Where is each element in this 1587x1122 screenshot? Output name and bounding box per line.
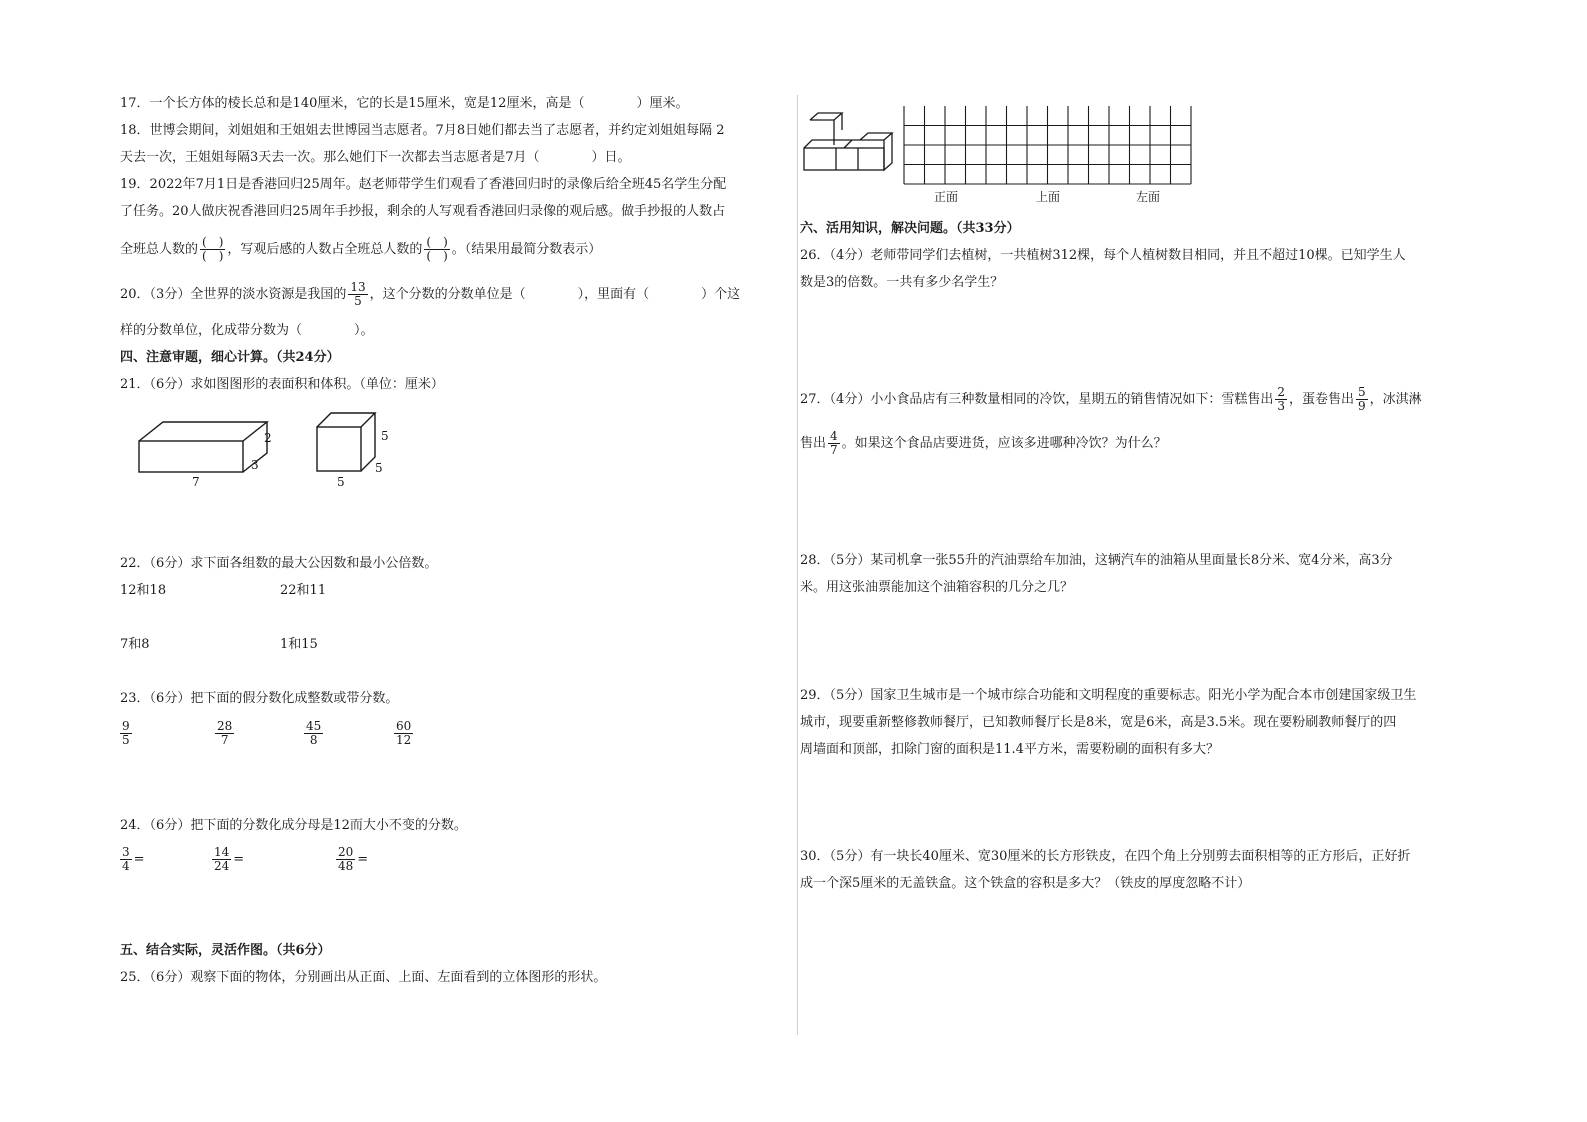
figure-21-solids	[130, 410, 400, 490]
grid-label-top: 上面	[1036, 190, 1061, 204]
q22-pair-2: 22和11	[280, 583, 327, 598]
q27-fraction-1: $\frac{2}{3}$	[1277, 385, 1285, 413]
q22-pair-4: 1和15	[280, 637, 318, 652]
question-21: 21．（6分）求如图图形的表面积和体积。（单位：厘米）	[120, 377, 444, 392]
question-28-line2: 米。用这张油票能加这个油箱容积的几分之几？	[800, 580, 1074, 595]
question-26-line1: 26．（4分）老师带同学们去植树，一共植树312棵，每个人植树数目相同，并且不超过10棵。已知学生人	[800, 248, 1406, 263]
question-23: 23．（6分）把下面的假分数化成整数或带分数。	[120, 691, 399, 706]
q19-blank-fraction-2[interactable]: $\frac{( )}{( )}$	[426, 235, 448, 263]
q24-fraction-2: $\frac{14}{24}$ =	[214, 845, 245, 873]
q27-fraction-3: $\frac{4}{7}$	[830, 429, 838, 457]
cube-depth-label: 5	[375, 461, 383, 475]
cube-width-label: 5	[337, 475, 345, 489]
q19-text-a: 全班总人数的	[120, 242, 199, 257]
grid-label-front: 正面	[934, 190, 959, 204]
section-5-heading: 五、结合实际，灵活作图。（共6分）	[120, 943, 331, 958]
question-20-line2: 样的分数单位，化成带分数为（ ）。	[120, 323, 374, 338]
cuboid-width-label: 3	[251, 458, 259, 472]
q23-fraction-3: $\frac{45}{8}$	[306, 719, 322, 747]
q24-fraction-3: $\frac{20}{48}$ =	[338, 845, 369, 873]
q19-text-b: ，写观后感的人数占全班总人数的	[227, 242, 423, 257]
q19-blank-fraction-1[interactable]: $\frac{( )}{( )}$	[202, 235, 224, 263]
question-30-line1: 30．（5分）有一块长40厘米、宽30厘米的长方形铁皮，在四个角上分别剪去面积相等的正方形后，正好折	[800, 849, 1411, 864]
question-18-line2: 天去一次，王姐姐每隔3天去一次。那么她们下一次都去当志愿者是7月（ ）日。	[120, 150, 631, 165]
q23-fraction-2: $\frac{28}{7}$	[217, 719, 233, 747]
question-29-line1: 29．（5分）国家卫生城市是一个城市综合功能和文明程度的重要标志。阳光小学为配合本市创建国家级卫生	[800, 688, 1417, 703]
question-27-line1: 27．（4分）小小食品店有三种数量相同的冷饮，星期五的销售情况如下：雪糕售出 $\frac{2}{3}$ ，蛋卷售出 $\frac{5}{9}$ ，冰淇淋	[800, 385, 1422, 413]
drawing-grid	[904, 106, 1191, 184]
question-17: 17．一个长方体的棱长总和是140厘米，它的长是15厘米，宽是12厘米，高是（ ）厘米。	[120, 96, 689, 111]
question-25: 25．（6分）观察下面的物体，分别画出从正面、上面、左面看到的立体图形的形状。	[120, 970, 607, 985]
q22-pair-1: 12和18	[120, 583, 167, 598]
question-29-line3: 周墙面和顶部，扣除门窗的面积是11.4平方米，需要粉刷的面积有多大？	[800, 742, 1219, 757]
cube-figure	[317, 413, 375, 471]
q23-fraction-4: $\frac{60}{12}$	[396, 719, 412, 747]
question-26-line2: 数是3的倍数。一共有多少名学生？	[800, 275, 1004, 290]
q27-fraction-2: $\frac{5}{9}$	[1357, 385, 1366, 413]
q22-pair-3: 7和8	[120, 637, 150, 652]
q23-fraction-1: $\frac{9}{5}$	[122, 719, 130, 747]
question-18-line1: 18．世博会期间，刘姐姐和王姐姐去世博园当志愿者。7月8日她们都去当了志愿者，并约定刘姐姐每隔 2	[120, 123, 725, 138]
cuboid-figure	[139, 422, 267, 472]
figure-25-views	[800, 100, 1200, 208]
q20-fraction: $\frac{13}{5}$	[350, 280, 366, 308]
question-24: 24．（6分）把下面的分数化成分母是12而大小不变的分数。	[120, 818, 467, 833]
question-30-line2: 成一个深5厘米的无盖铁盒。这个铁盒的容积是多大？（铁皮的厚度忽略不计）	[800, 876, 1251, 891]
question-22: 22．（6分）求下面各组数的最大公因数和最小公倍数。	[120, 556, 438, 571]
cuboid-height-label: 2	[264, 431, 272, 445]
question-27-line2: 售出 $\frac{4}{7}$ 。如果这个食品店要进货，应该多进哪种冷饮？为什么？	[800, 429, 1167, 457]
question-20-line1: 20．（3分）全世界的淡水资源是我国的 $\frac{13}{5}$ ，这个分数的分数单位是（ ），里面有（ ）个这	[120, 280, 741, 308]
grid-label-left: 左面	[1136, 190, 1161, 204]
q19-text-c: 。（结果用最简分数表示）	[451, 242, 602, 257]
question-19-line3	[120, 232, 601, 268]
question-29-line2: 城市，现要重新整修教师餐厅，已知教师餐厅长是8米，宽是6米，高是3.5米。现在要粉刷教师餐厅的四	[800, 715, 1397, 730]
question-28-line1: 28．（5分）某司机拿一张55升的汽油票给车加油，这辆汽车的油箱从里面量长8分米、宽4分米，高3分	[800, 553, 1393, 568]
column-divider	[797, 95, 798, 1035]
q24-fraction-1: $\frac{3}{4}$ =	[122, 845, 145, 873]
cuboid-length-label: 7	[192, 475, 200, 489]
section-6-heading: 六、活用知识，解决问题。（共33分）	[800, 221, 1020, 236]
question-19-line2: 了任务。20人做庆祝香港回归25周年手抄报，剩余的人写观看香港回归录像的观后感。做手抄报的人数占	[120, 204, 726, 219]
cube-height-label: 5	[381, 429, 389, 443]
section-4-heading: 四、注意审题，细心计算。（共24分）	[120, 350, 340, 365]
cube-stack-figure	[804, 113, 892, 170]
question-19-line1: 19．2022年7月1日是香港回归25周年。赵老师带学生们观看了香港回归时的录像后给全班45名学生分配	[120, 177, 727, 192]
